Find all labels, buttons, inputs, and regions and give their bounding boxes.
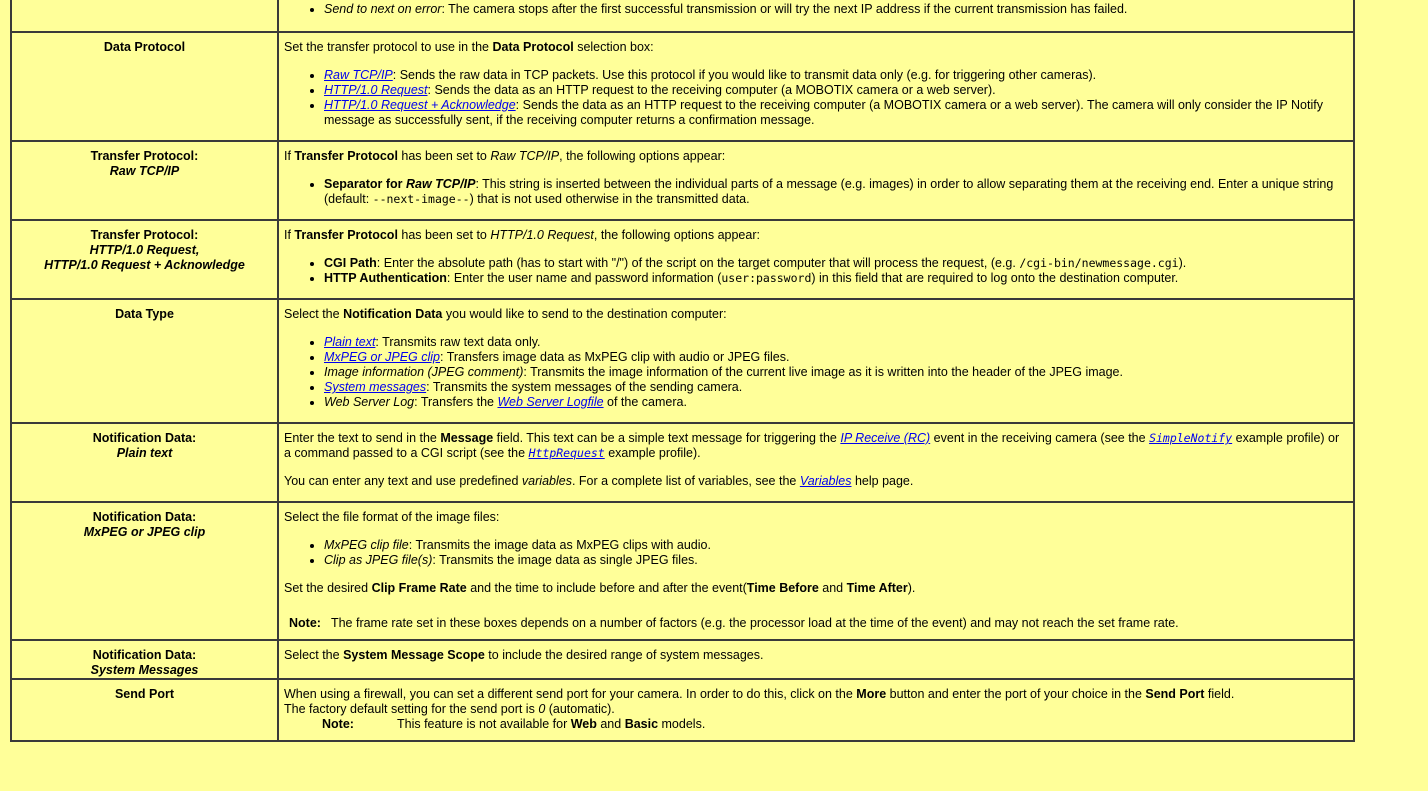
row-data-protocol xyxy=(11,32,1354,141)
list-item: • Web Server Log: Transfers the Web Server Logfile of the camera. xyxy=(324,395,1348,410)
label-transfer-raw: Transfer Protocol: Raw TCP/IP xyxy=(11,141,278,220)
plain-text-link[interactable]: Plain text xyxy=(324,335,376,349)
label-transfer-http: Transfer Protocol: HTTP/1.0 Request, HTTP/1.0 Request + Acknowledge xyxy=(11,220,278,299)
list-item: • Image information (JPEG comment): Transmits the image information of the current live image as it is written into the header of the JPEG image. xyxy=(324,365,1348,380)
list-item: • Plain text: Transmits raw text data only. xyxy=(324,335,1348,350)
row-send-to-next xyxy=(11,0,1354,32)
list-item: • HTTP/1.0 Request + Acknowledge: Sends the data as an HTTP request to the receiving computer (a MOBOTIX camera or a web server). The camera will only consider the IP Notify message as successfully sent, if the receiving computer returns a confirmation message. xyxy=(324,98,1348,128)
raw-tcp-ip-link[interactable]: Raw TCP/IP xyxy=(324,68,393,82)
list-item: • Clip as JPEG file(s): Transmits the image data as single JPEG files. xyxy=(324,553,1348,568)
label-send-port: Send Port xyxy=(11,679,278,741)
list-item: • Raw TCP/IP: Sends the raw data in TCP packets. Use this protocol if you would like to transmit data only (e.g. for triggering other cameras). xyxy=(324,68,1348,83)
list-item: • Send to next on error: The camera stops after the first successful transmission or will try the next IP address if the current transmission has failed. xyxy=(324,2,1348,17)
content-data-type: Select the Notification Data you would like to send to the destination computer: • Plain text: Transmits raw text data only. • MxPEG or JPEG clip: Transfers image data as MxPEG clip with audio or JPEG files. • Image information (JPEG comment): Transmits the image information of the current live image as it is written into the header of the JPEG image. • System messages: Transmits the system messages of the sending camera. • Web Server Log: Transfers the Web Server Logfile of the camera. xyxy=(278,299,1354,423)
list-item: • Separator for Raw TCP/IP: This string is inserted between the individual parts of a message (e.g. images) in order to allow separating them at the receiving end. Enter a unique string (default: --next-image--) that is not used otherwise in the transmitted data. xyxy=(324,177,1348,207)
content-mxpeg: Select the file format of the image files: • MxPEG clip file: Transmits the image data as MxPEG clips with audio. • Clip as JPEG file(s): Transmits the image data as single JPEG files. Set the desired Clip Frame Rate and the time to include before and after the event(Time Before and Time After). Note: The frame rate set in these boxes depends on a number of factors (e.g. the processor load at the time of the event) and may not reach the set frame rate. xyxy=(278,502,1354,640)
content-system-messages: Select the System Message Scope to include the desired range of system messages. xyxy=(278,640,1354,679)
content-data-protocol: Set the transfer protocol to use in the Data Protocol selection box: • Raw TCP/IP: Sends the raw data in TCP packets. Use this protocol if you would like to transmit data only (e.g. for triggering other cameras). • HTTP/1.0 Request: Sends the data as an HTTP request to the receiving computer (a MOBOTIX camera or a web server). • HTTP/1.0 Request + Acknowledge: Sends the data as an HTTP request to the receiving computer (a MOBOTIX camera or a web server). The camera will only consider the IP Notify message as successfully sent, if the receiving computer returns a confirmation message. xyxy=(278,32,1354,141)
mxpeg-jpeg-clip-link[interactable]: MxPEG or JPEG clip xyxy=(324,350,440,364)
system-messages-link[interactable]: System messages xyxy=(324,380,427,394)
list-item: • CGI Path: Enter the absolute path (has to start with "/") of the script on the target computer that will process the request, (e.g. /cgi-bin/newmessage.cgi). xyxy=(324,256,1348,271)
protocol-list xyxy=(284,68,1348,128)
label-system-messages: Notification Data: System Messages xyxy=(11,640,278,679)
http-request-link[interactable]: HTTP/1.0 Request xyxy=(324,83,428,97)
httprequest-link[interactable]: HttpRequest xyxy=(528,446,605,460)
list-item: • HTTP/1.0 Request: Sends the data as an HTTP request to the receiving computer (a MOBOTIX camera or a web server). xyxy=(324,83,1348,98)
content-plain-text: Enter the text to send in the Message field. This text can be a simple text message for triggering the IP Receive (RC) event in the receiving camera (see the SimpleNotify example profile) or a command passed to a CGI script (see the HttpRequest example profile). You can enter any text and use predefined variables. For a complete list of variables, see the Variables help page. xyxy=(278,423,1354,502)
list-item: • System messages: Transmits the system messages of the sending camera. xyxy=(324,380,1348,395)
content-transfer-http: If Transfer Protocol has been set to HTTP/1.0 Request, the following options appear: • CGI Path: Enter the absolute path (has to start with "/") of the script on the target computer that will process the request, (e.g. /cgi-bin/newmessage.cgi). • HTTP Authentication: Enter the user name and password information (user:password) in this field that are required to log onto the destination computer. xyxy=(278,220,1354,299)
row-mxpeg xyxy=(11,502,1354,640)
label-mxpeg: Notification Data: MxPEG or JPEG clip xyxy=(11,502,278,640)
row-transfer-http xyxy=(11,220,1354,299)
variables-link[interactable]: Variables xyxy=(799,474,852,488)
web-server-logfile-link[interactable]: Web Server Logfile xyxy=(497,395,604,409)
note: Note: This feature is not available for Web and Basic models. xyxy=(322,717,706,731)
row-transfer-raw xyxy=(11,141,1354,220)
http-request-acknowledge-link[interactable]: HTTP/1.0 Request + Acknowledge xyxy=(324,98,516,112)
label-data-type: Data Type xyxy=(11,299,278,423)
ip-receive-link[interactable]: IP Receive (RC) xyxy=(840,431,931,445)
label-data-protocol: Data Protocol xyxy=(11,32,278,141)
row-data-type xyxy=(11,299,1354,423)
list-item: • MxPEG clip file: Transmits the image data as MxPEG clips with audio. xyxy=(324,538,1348,553)
content-send-port: When using a firewall, you can set a different send port for your camera. In order to do this, click on the More button and enter the port of your choice in the Send Port field. The factory default setting for the send port is 0 (automatic). Note: This feature is not available for Web and Basic models. xyxy=(278,679,1354,741)
help-table xyxy=(10,0,1355,742)
content-cell xyxy=(278,0,1354,32)
row-system-messages xyxy=(11,640,1354,679)
simplenotify-link[interactable]: SimpleNotify xyxy=(1149,431,1233,445)
content-transfer-raw: If Transfer Protocol has been set to Raw TCP/IP, the following options appear: • Separator for Raw TCP/IP: This string is inserted between the individual parts of a message (e.g. images) in order to allow separating them at the receiving end. Enter a unique string (default: --next-image--) that is not used otherwise in the transmitted data. xyxy=(278,141,1354,220)
row-send-port xyxy=(11,679,1354,741)
label-cell xyxy=(11,0,278,32)
list-item: • MxPEG or JPEG clip: Transfers image data as MxPEG clip with audio or JPEG files. xyxy=(324,350,1348,365)
note: Note: The frame rate set in these boxes depends on a number of factors (e.g. the processor load at the time of the event) and may not reach the set frame rate. xyxy=(289,616,1179,630)
row-plain-text xyxy=(11,423,1354,502)
list-item: • HTTP Authentication: Enter the user name and password information (user:password) in this field that are required to log onto the destination computer. xyxy=(324,271,1348,286)
label-plain-text: Notification Data: Plain text xyxy=(11,423,278,502)
